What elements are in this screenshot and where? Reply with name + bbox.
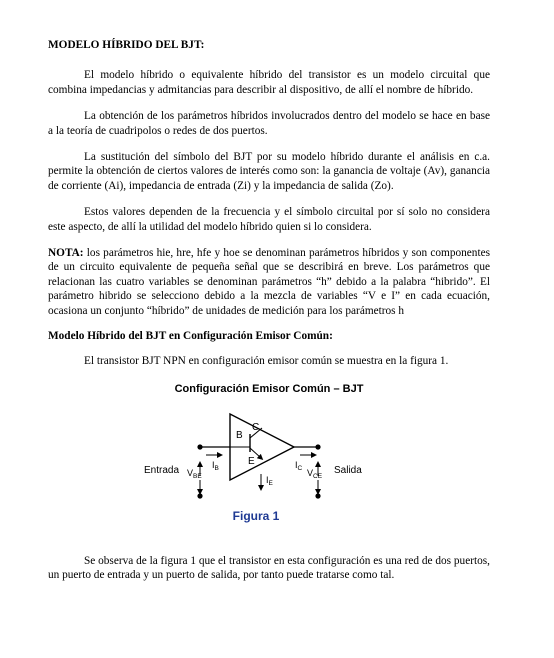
nota-label: NOTA:	[48, 247, 84, 260]
figure-1	[48, 380, 490, 540]
input-terminal	[197, 444, 202, 449]
label-ie: $I_E$	[266, 474, 273, 487]
label-vbe: $V_{BE}$	[187, 467, 202, 480]
nota-text: los parámetros hie, hre, hfe y hoe se denominan parámetros híbridos y son componentes de un circuito equivalente de pequeña señal que se describirá en breve. Los parámetros que relacionan las cuatro variables se denominan parámetros “h” debido a la palabra “hibrido”. El parámetro hibrido se selecciono debido a la mezcla de variables “V e I” en cada ecuación, ocasiona un conjunto “híbrido” de unidades de medición para los parámetros h	[48, 247, 490, 317]
document-heading: MODELO HÍBRIDO DEL BJT:	[48, 39, 205, 51]
nota-paragraph	[48, 246, 490, 318]
paragraph-4: Estos valores dependen de la frecuencia y el símbolo circuital por sí solo no considera este aspecto, de allí la utilidad del modelo híbrido quien si lo considera.	[48, 206, 490, 233]
label-ic: $I_C$	[295, 459, 303, 472]
label-b: B	[236, 429, 243, 441]
label-vce: $V_{CE}$	[307, 467, 323, 480]
bjt-circuit-diagram	[48, 380, 490, 540]
paragraph-5: El transistor BJT NPN en configuración emisor común se muestra en la figura 1.	[84, 354, 449, 367]
document-page	[48, 38, 490, 595]
input-ground-terminal	[197, 493, 202, 498]
output-terminal	[315, 444, 320, 449]
output-ground-terminal	[315, 493, 320, 498]
paragraph-3: La sustitución del símbolo del BJT por su modelo híbrido durante el análisis en c.a. permite la obtención de ciertos valores de interés como son: la ganancia de voltaje (Av), ganancia de corriente (Ai), impedancia de entrada (Zi) y la impedancia de salida (Zo).	[48, 151, 490, 192]
label-salida: Salida	[334, 464, 362, 476]
label-ib: $I_B$	[212, 459, 219, 472]
paragraph-1: El modelo híbrido o equivalente híbrido del transistor es un modelo circuital que combina impedancias y admitancias para describir al dispositivo, de allí el nombre de híbrido.	[48, 69, 490, 96]
label-c: C	[252, 421, 260, 433]
figure-caption: Figura 1	[232, 508, 280, 523]
paragraph-6: Se observa de la figura 1 que el transistor en esta configuración es una red de dos puertos, un puerto de entrada y un puerto de salida, por tanto puede tratarse como tal.	[48, 554, 490, 582]
section-subheading: Modelo Híbrido del BJT en Configuración Emisor Común:	[48, 330, 333, 343]
figure-title: Configuración Emisor Común – BJT	[174, 382, 364, 395]
paragraph-2: La obtención de los parámetros híbridos involucrados dentro del modelo se hace en base a la teoría de cuadripolos o redes de dos puertos.	[48, 110, 490, 137]
label-e: E	[248, 455, 255, 467]
label-entrada: Entrada	[144, 464, 180, 476]
